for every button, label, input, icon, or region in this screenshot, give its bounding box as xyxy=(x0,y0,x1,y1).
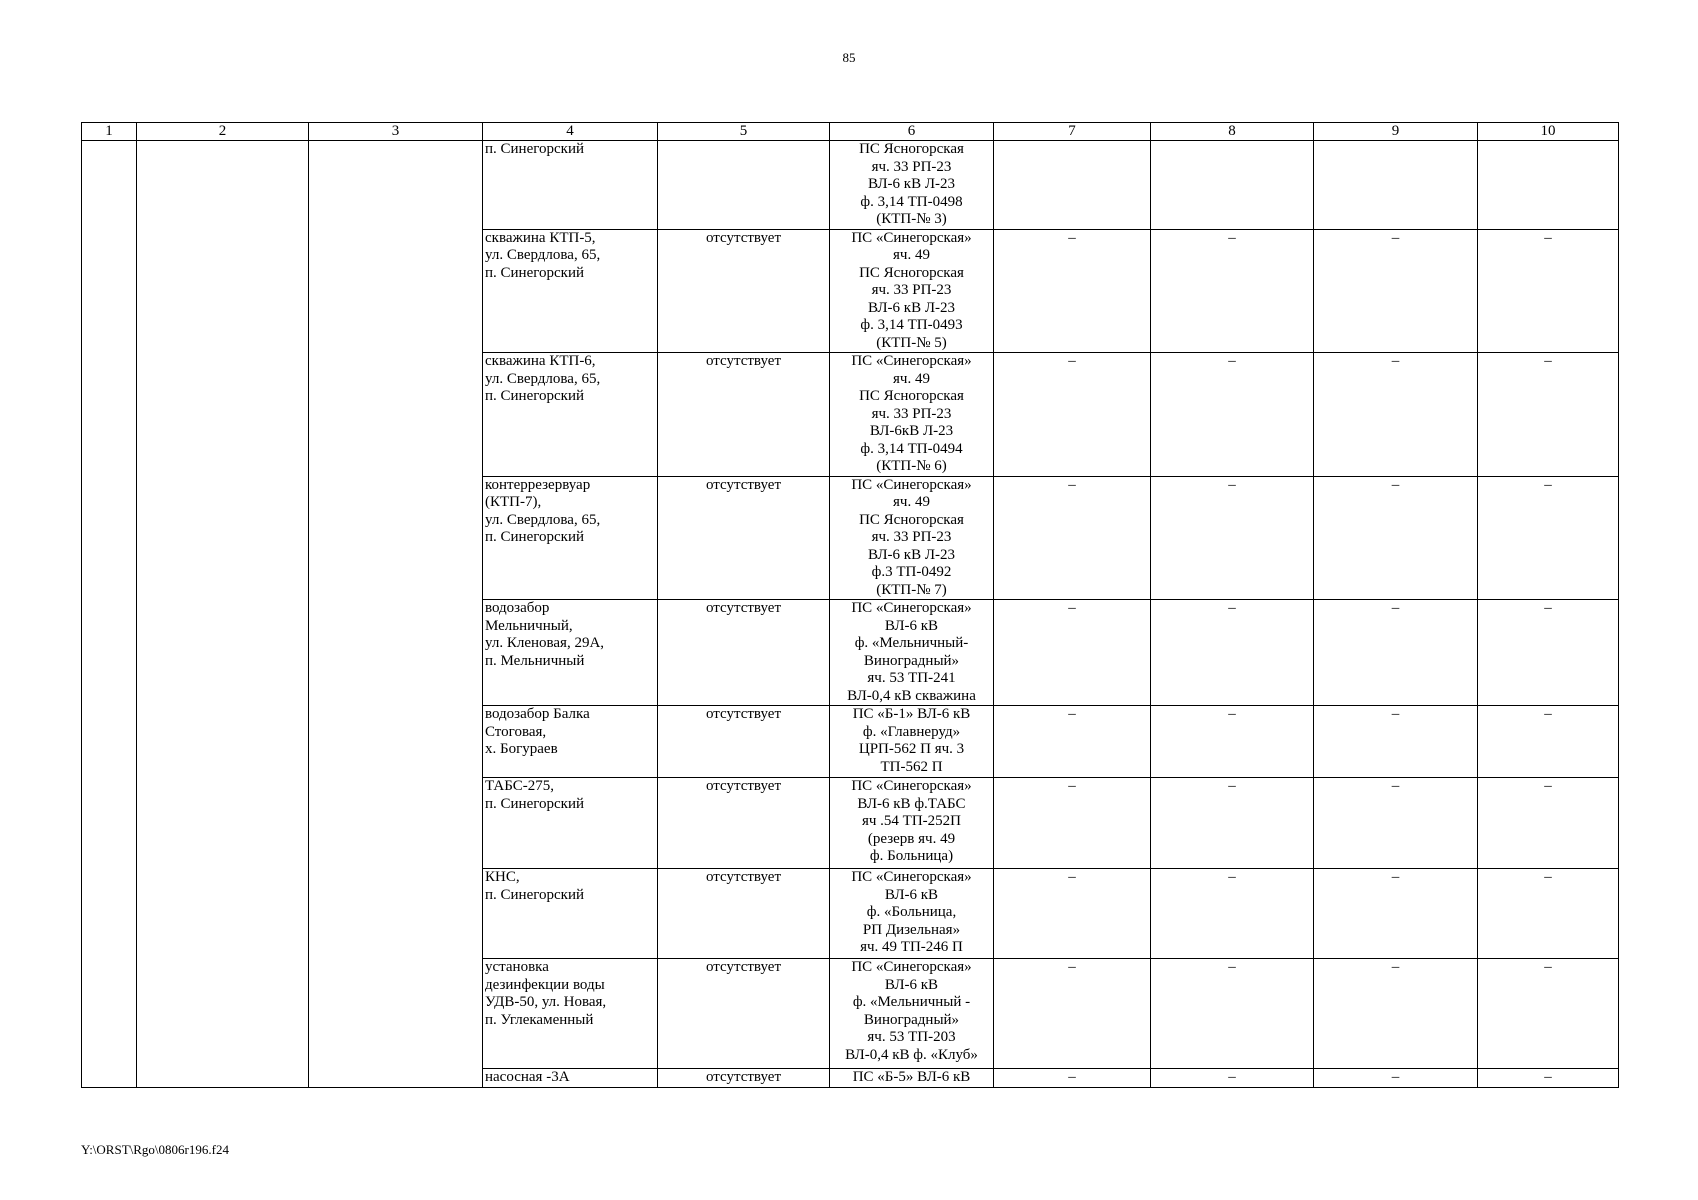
cell-line: ул. Кленовая, 29А, xyxy=(485,635,605,651)
cell-line: ф. «Главнеруд» xyxy=(862,723,961,740)
cell-power-source xyxy=(830,476,994,600)
cell-line: ПС Ясногорская xyxy=(859,388,964,404)
cell-c10: – xyxy=(1478,706,1619,778)
cell-line: ф. «Мельничный - xyxy=(852,994,971,1010)
cell-line: ВЛ-6 кВ xyxy=(884,886,939,903)
cell-c9: – xyxy=(1314,1069,1478,1088)
cell-line: установка xyxy=(485,959,549,975)
cell-line: ул. Свердлова, 65, xyxy=(485,247,601,263)
cell-power-source xyxy=(830,600,994,706)
cell-line: яч. 33 РП-23 xyxy=(871,282,952,298)
table-body xyxy=(82,141,1619,1088)
cell-status: отсутствует xyxy=(658,353,830,477)
cell-line: яч .54 ТП-252П xyxy=(861,813,962,829)
cell-c7: – xyxy=(994,869,1151,959)
column-header-1: 1 xyxy=(82,123,137,141)
cell-line: яч. 53 ТП-241 xyxy=(867,670,956,686)
column-header-8: 8 xyxy=(1151,123,1314,141)
cell-line: ВЛ-6 кВ Л-23 xyxy=(867,299,956,316)
cell-line: (КТП-№ 7) xyxy=(876,581,947,598)
cell-line: водозабор xyxy=(485,600,550,616)
cell-c10: – xyxy=(1478,353,1619,477)
cell-line: ПС Ясногорская xyxy=(859,511,964,528)
cell-status: отсутствует xyxy=(658,869,830,959)
header-row xyxy=(82,123,1619,141)
cell-object xyxy=(483,959,658,1069)
cell-col-3 xyxy=(309,141,483,1088)
cell-line: ПС «Синегорская» xyxy=(851,959,972,975)
cell-line: ПС «Синегорская» xyxy=(851,353,972,369)
cell-line: ТП-562 П xyxy=(880,758,943,775)
cell-line: Мельничный, xyxy=(485,617,573,634)
cell-object xyxy=(483,600,658,706)
cell-line: контеррезервуар xyxy=(485,476,591,493)
cell-line: п. Синегорский xyxy=(485,529,585,545)
column-header-4: 4 xyxy=(483,123,658,141)
cell-status: отсутствует xyxy=(658,959,830,1069)
cell-line: яч. 49 xyxy=(893,494,930,510)
cell-line: п. Углекаменный xyxy=(485,1011,594,1028)
cell-status xyxy=(658,141,830,230)
cell-object xyxy=(483,869,658,959)
cell-line: ТАБС-275, xyxy=(485,778,555,794)
cell-line: ВЛ-6 кВ xyxy=(884,976,939,993)
cell-line: ПС Ясногорская xyxy=(859,141,964,157)
cell-c8: – xyxy=(1151,600,1314,706)
data-table xyxy=(81,122,1619,1088)
column-header-6: 6 xyxy=(830,123,994,141)
cell-line: ф. «Мельничный- xyxy=(854,635,969,651)
cell-c7: – xyxy=(994,778,1151,869)
cell-c7: – xyxy=(994,959,1151,1069)
cell-c8: – xyxy=(1151,1069,1314,1088)
cell-col-1 xyxy=(82,141,137,1088)
cell-line: скважина КТП-5, xyxy=(485,229,596,246)
cell-line: УДВ-50, ул. Новая, xyxy=(485,994,607,1010)
cell-line: яч. 33 РП-23 xyxy=(871,529,952,545)
cell-line: водозабор Балка xyxy=(485,706,590,722)
page-number: 85 xyxy=(842,50,856,65)
cell-line: яч. 53 ТП-203 xyxy=(867,1029,956,1045)
cell-power-source xyxy=(830,869,994,959)
cell-object xyxy=(483,476,658,600)
cell-c9: – xyxy=(1314,706,1478,778)
cell-line: ВЛ-0,4 кВ ф. «Клуб» xyxy=(845,1046,978,1063)
footer-file-path: Y:\ORST\Rgo\0806r196.f24 xyxy=(81,1142,229,1157)
cell-line: х. Богураев xyxy=(485,741,558,757)
cell-c10: – xyxy=(1478,778,1619,869)
cell-object xyxy=(483,353,658,477)
cell-line: п. Синегорский xyxy=(485,264,585,281)
cell-line: п. Мельничный xyxy=(485,652,585,669)
cell-c9: – xyxy=(1314,600,1478,706)
cell-c7: – xyxy=(994,706,1151,778)
cell-line: ПС «Синегорская» xyxy=(851,600,972,616)
cell-line: ПС «Синегорская» xyxy=(851,869,972,885)
cell-line: Стоговая, xyxy=(485,723,547,740)
cell-object xyxy=(483,1069,658,1088)
cell-object xyxy=(483,706,658,778)
column-header-3: 3 xyxy=(309,123,483,141)
cell-line: Виноградный» xyxy=(863,652,960,669)
cell-line: яч. 33 РП-23 xyxy=(871,405,952,422)
cell-line: ВЛ-6 кВ xyxy=(884,617,939,634)
cell-line: (КТП-№ 3) xyxy=(876,211,947,227)
cell-line: п. Синегорский xyxy=(485,795,585,812)
cell-c7: – xyxy=(994,1069,1151,1088)
cell-line: ВЛ-6кВ Л-23 xyxy=(869,423,954,439)
cell-line: ф. 3,14 ТП-0498 xyxy=(860,193,963,210)
cell-line: ф. 3,14 ТП-0493 xyxy=(860,317,963,333)
cell-c10: – xyxy=(1478,229,1619,353)
cell-line: яч. 49 ТП-246 П xyxy=(860,939,963,955)
cell-status: отсутствует xyxy=(658,600,830,706)
cell-c8: – xyxy=(1151,706,1314,778)
cell-c9: – xyxy=(1314,476,1478,600)
cell-c9: – xyxy=(1314,229,1478,353)
cell-line: насосная -3А xyxy=(485,1069,570,1085)
cell-status: отсутствует xyxy=(658,778,830,869)
cell-col-2 xyxy=(137,141,309,1088)
cell-line: ВЛ-6 кВ Л-23 xyxy=(867,176,956,192)
cell-c8: – xyxy=(1151,959,1314,1069)
cell-line: ПС «Синегорская» xyxy=(851,229,972,246)
cell-c9: – xyxy=(1314,353,1478,477)
cell-line: ф.3 ТП-0492 xyxy=(871,564,952,580)
cell-c7: – xyxy=(994,600,1151,706)
cell-c10: – xyxy=(1478,869,1619,959)
cell-line: ПС «Б-5» ВЛ-6 кВ xyxy=(852,1069,971,1085)
cell-c10: – xyxy=(1478,959,1619,1069)
cell-line: яч. 49 xyxy=(893,370,930,387)
cell-c8: – xyxy=(1151,778,1314,869)
column-header-2: 2 xyxy=(137,123,309,141)
cell-line: ул. Свердлова, 65, xyxy=(485,370,601,387)
cell-c7: – xyxy=(994,229,1151,353)
cell-power-source xyxy=(830,1069,994,1088)
column-header-9: 9 xyxy=(1314,123,1478,141)
table-row xyxy=(82,141,1619,230)
cell-object xyxy=(483,229,658,353)
cell-line: (резерв яч. 49 xyxy=(867,830,956,847)
cell-line: ул. Свердлова, 65, xyxy=(485,511,601,528)
column-header-7: 7 xyxy=(994,123,1151,141)
cell-line: ВЛ-6 кВ Л-23 xyxy=(867,546,956,563)
cell-c8: – xyxy=(1151,869,1314,959)
cell-line: ф. 3,14 ТП-0494 xyxy=(860,440,963,457)
cell-line: ПС «Синегорская» xyxy=(851,476,972,493)
cell-status: отсутствует xyxy=(658,229,830,353)
cell-c10: – xyxy=(1478,1069,1619,1088)
cell-line: ПС «Б-1» ВЛ-6 кВ xyxy=(852,706,971,722)
cell-line: яч. 49 xyxy=(893,247,930,263)
cell-c7: – xyxy=(994,476,1151,600)
cell-object xyxy=(483,141,658,230)
cell-c7: – xyxy=(994,353,1151,477)
cell-line: дезинфекции воды xyxy=(485,976,605,993)
cell-c10 xyxy=(1478,141,1619,230)
cell-line: РП Дизельная» xyxy=(862,921,961,938)
cell-c8 xyxy=(1151,141,1314,230)
cell-line: ф. «Больница, xyxy=(866,904,957,920)
cell-status: отсутствует xyxy=(658,1069,830,1088)
cell-line: ВЛ-0,4 кВ скважина xyxy=(847,687,976,704)
cell-power-source xyxy=(830,959,994,1069)
cell-object xyxy=(483,778,658,869)
cell-c9: – xyxy=(1314,959,1478,1069)
cell-line: (КТП-7), xyxy=(485,494,542,510)
cell-power-source xyxy=(830,141,994,230)
cell-power-source xyxy=(830,778,994,869)
cell-line: п. Синегорский xyxy=(485,141,585,157)
cell-line: (КТП-№ 6) xyxy=(876,458,947,474)
cell-line: ПС Ясногорская xyxy=(859,264,964,281)
cell-c8: – xyxy=(1151,229,1314,353)
cell-line: п. Синегорский xyxy=(485,388,585,404)
cell-status: отсутствует xyxy=(658,706,830,778)
cell-line: КНС, xyxy=(485,869,520,885)
cell-c9: – xyxy=(1314,869,1478,959)
cell-c8: – xyxy=(1151,476,1314,600)
cell-power-source xyxy=(830,353,994,477)
cell-c8: – xyxy=(1151,353,1314,477)
cell-c9 xyxy=(1314,141,1478,230)
cell-power-source xyxy=(830,706,994,778)
cell-c7 xyxy=(994,141,1151,230)
cell-line: ПС «Синегорская» xyxy=(851,778,972,794)
column-header-5: 5 xyxy=(658,123,830,141)
cell-c10: – xyxy=(1478,600,1619,706)
cell-line: ф. Больница) xyxy=(869,848,954,864)
cell-power-source xyxy=(830,229,994,353)
cell-line: яч. 33 РП-23 xyxy=(871,158,952,175)
cell-line: ВЛ-6 кВ ф.ТАБС xyxy=(857,795,966,812)
column-header-10: 10 xyxy=(1478,123,1619,141)
cell-status: отсутствует xyxy=(658,476,830,600)
cell-line: ЦРП-562 П яч. 3 xyxy=(858,741,965,757)
cell-line: (КТП-№ 5) xyxy=(876,334,947,351)
cell-line: скважина КТП-6, xyxy=(485,353,596,369)
cell-line: Виноградный» xyxy=(863,1011,960,1028)
cell-c10: – xyxy=(1478,476,1619,600)
cell-line: п. Синегорский xyxy=(485,886,585,903)
cell-c9: – xyxy=(1314,778,1478,869)
